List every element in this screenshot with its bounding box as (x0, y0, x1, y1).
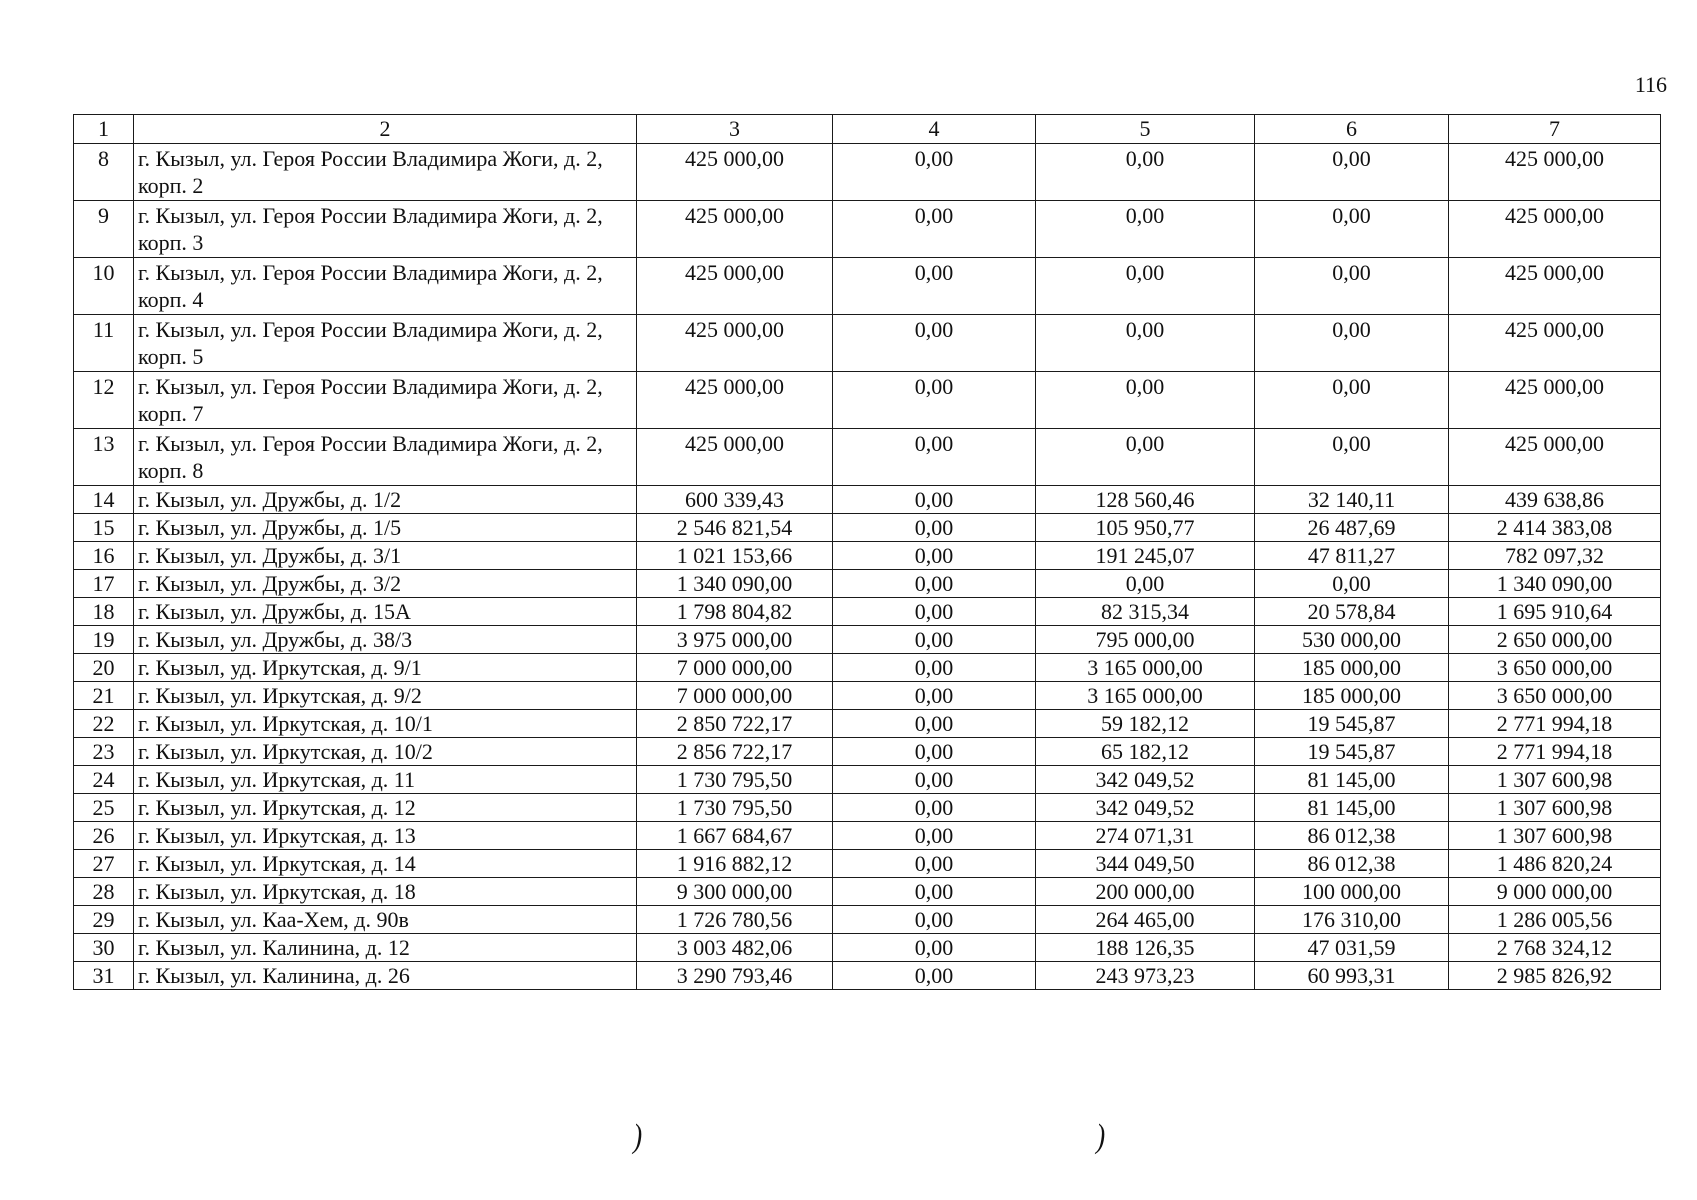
row-number-cell: 11 (74, 315, 134, 372)
address-cell: г. Кызыл, ул. Героя России Владимира Жоги, д. 2, корп. 5 (134, 315, 637, 372)
col3-cell: 7 000 000,00 (637, 654, 833, 682)
col7-cell: 425 000,00 (1449, 201, 1661, 258)
col4-cell: 0,00 (833, 429, 1036, 486)
address-cell: г. Кызыл, ул. Героя России Владимира Жоги, д. 2, корп. 8 (134, 429, 637, 486)
table-row (74, 258, 1661, 315)
col3-cell: 425 000,00 (637, 144, 833, 201)
col4-cell: 0,00 (833, 542, 1036, 570)
row-number-cell: 28 (74, 878, 134, 906)
header-cell: 7 (1449, 115, 1661, 144)
footer-mark-right: ) (1096, 1118, 1106, 1155)
table-row (74, 598, 1661, 626)
col4-cell: 0,00 (833, 372, 1036, 429)
col6-cell: 86 012,38 (1255, 850, 1449, 878)
col7-cell: 2 985 826,92 (1449, 962, 1661, 990)
col4-cell: 0,00 (833, 794, 1036, 822)
col5-cell: 191 245,07 (1036, 542, 1255, 570)
col4-cell: 0,00 (833, 906, 1036, 934)
header-cell: 1 (74, 115, 134, 144)
table-row (74, 201, 1661, 258)
col6-cell: 185 000,00 (1255, 654, 1449, 682)
col5-cell: 0,00 (1036, 144, 1255, 201)
col3-cell: 425 000,00 (637, 429, 833, 486)
col5-cell: 0,00 (1036, 258, 1255, 315)
header-cell: 3 (637, 115, 833, 144)
col5-cell: 105 950,77 (1036, 514, 1255, 542)
col6-cell: 19 545,87 (1255, 710, 1449, 738)
col4-cell: 0,00 (833, 598, 1036, 626)
table-row (74, 934, 1661, 962)
address-cell: г. Кызыл, ул. Калинина, д. 26 (134, 962, 637, 990)
col5-cell: 128 560,46 (1036, 486, 1255, 514)
address-cell: г. Кызыл, ул. Дружбы, д. 1/5 (134, 514, 637, 542)
col3-cell: 1 798 804,82 (637, 598, 833, 626)
table-row (74, 682, 1661, 710)
col4-cell: 0,00 (833, 822, 1036, 850)
col4-cell: 0,00 (833, 315, 1036, 372)
table-row (74, 429, 1661, 486)
col6-cell: 0,00 (1255, 258, 1449, 315)
col3-cell: 1 916 882,12 (637, 850, 833, 878)
table-row (74, 766, 1661, 794)
row-number-cell: 22 (74, 710, 134, 738)
col4-cell: 0,00 (833, 738, 1036, 766)
col6-cell: 0,00 (1255, 201, 1449, 258)
col4-cell: 0,00 (833, 710, 1036, 738)
address-cell: г. Кызыл, ул. Иркутская, д. 12 (134, 794, 637, 822)
col4-cell: 0,00 (833, 570, 1036, 598)
address-cell: г. Кызыл, ул. Иркутская, д. 13 (134, 822, 637, 850)
address-cell: г. Кызыл, ул. Калинина, д. 12 (134, 934, 637, 962)
col7-cell: 1 486 820,24 (1449, 850, 1661, 878)
col7-cell: 1 340 090,00 (1449, 570, 1661, 598)
table-row (74, 372, 1661, 429)
table-row (74, 315, 1661, 372)
table-row (74, 906, 1661, 934)
col5-cell: 200 000,00 (1036, 878, 1255, 906)
col4-cell: 0,00 (833, 766, 1036, 794)
address-cell: г. Кызыл, ул. Героя России Владимира Жоги, д. 2, корп. 3 (134, 201, 637, 258)
col7-cell: 425 000,00 (1449, 144, 1661, 201)
col4-cell: 0,00 (833, 962, 1036, 990)
col3-cell: 1 021 153,66 (637, 542, 833, 570)
col3-cell: 1 730 795,50 (637, 766, 833, 794)
address-cell: г. Кызыл, ул. Дружбы, д. 1/2 (134, 486, 637, 514)
col7-cell: 2 650 000,00 (1449, 626, 1661, 654)
col3-cell: 1 730 795,50 (637, 794, 833, 822)
footer-mark-left: ) (633, 1118, 643, 1155)
col6-cell: 530 000,00 (1255, 626, 1449, 654)
row-number-cell: 27 (74, 850, 134, 878)
row-number-cell: 30 (74, 934, 134, 962)
col3-cell: 7 000 000,00 (637, 682, 833, 710)
col7-cell: 1 307 600,98 (1449, 794, 1661, 822)
header-cell: 6 (1255, 115, 1449, 144)
col5-cell: 344 049,50 (1036, 850, 1255, 878)
table-row (74, 710, 1661, 738)
col7-cell: 2 768 324,12 (1449, 934, 1661, 962)
col5-cell: 342 049,52 (1036, 794, 1255, 822)
col7-cell: 1 286 005,56 (1449, 906, 1661, 934)
col3-cell: 1 340 090,00 (637, 570, 833, 598)
address-cell: г. Кызыл, ул. Иркутская, д. 14 (134, 850, 637, 878)
page-number: 116 (1634, 72, 1667, 97)
col7-cell: 1 307 600,98 (1449, 766, 1661, 794)
col3-cell: 425 000,00 (637, 258, 833, 315)
row-number-cell: 23 (74, 738, 134, 766)
table-row (74, 514, 1661, 542)
header-cell: 5 (1036, 115, 1255, 144)
table-row (74, 878, 1661, 906)
col7-cell: 425 000,00 (1449, 315, 1661, 372)
col6-cell: 32 140,11 (1255, 486, 1449, 514)
table-row (74, 794, 1661, 822)
col6-cell: 0,00 (1255, 372, 1449, 429)
col7-cell: 425 000,00 (1449, 258, 1661, 315)
table-body (74, 115, 1661, 990)
col3-cell: 425 000,00 (637, 201, 833, 258)
table-row (74, 850, 1661, 878)
address-cell: г. Кызыл, ул. Иркутская, д. 18 (134, 878, 637, 906)
header-cell: 2 (134, 115, 637, 144)
address-cell: г. Кызыл, ул. Иркутская, д. 10/1 (134, 710, 637, 738)
row-number-cell: 13 (74, 429, 134, 486)
col6-cell: 81 145,00 (1255, 794, 1449, 822)
col6-cell: 176 310,00 (1255, 906, 1449, 934)
address-cell: г. Кызыл, ул. Героя России Владимира Жоги, д. 2, корп. 7 (134, 372, 637, 429)
address-cell: г. Кызыл, ул. Дружбы, д. 3/1 (134, 542, 637, 570)
col7-cell: 782 097,32 (1449, 542, 1661, 570)
row-number-cell: 16 (74, 542, 134, 570)
row-number-cell: 17 (74, 570, 134, 598)
row-number-cell: 8 (74, 144, 134, 201)
row-number-cell: 12 (74, 372, 134, 429)
col6-cell: 47 031,59 (1255, 934, 1449, 962)
col7-cell: 3 650 000,00 (1449, 654, 1661, 682)
col3-cell: 2 856 722,17 (637, 738, 833, 766)
col4-cell: 0,00 (833, 682, 1036, 710)
row-number-cell: 26 (74, 822, 134, 850)
col6-cell: 47 811,27 (1255, 542, 1449, 570)
col5-cell: 59 182,12 (1036, 710, 1255, 738)
col3-cell: 3 290 793,46 (637, 962, 833, 990)
col6-cell: 0,00 (1255, 315, 1449, 372)
header-cell: 4 (833, 115, 1036, 144)
data-table (73, 114, 1661, 990)
col4-cell: 0,00 (833, 878, 1036, 906)
col7-cell: 2 771 994,18 (1449, 710, 1661, 738)
address-cell: г. Кызыл, ул. Каа-Хем, д. 90в (134, 906, 637, 934)
col5-cell: 0,00 (1036, 201, 1255, 258)
row-number-cell: 14 (74, 486, 134, 514)
col3-cell: 600 339,43 (637, 486, 833, 514)
row-number-cell: 25 (74, 794, 134, 822)
col3-cell: 3 003 482,06 (637, 934, 833, 962)
col5-cell: 0,00 (1036, 315, 1255, 372)
row-number-cell: 29 (74, 906, 134, 934)
col5-cell: 0,00 (1036, 372, 1255, 429)
col5-cell: 82 315,34 (1036, 598, 1255, 626)
row-number-cell: 9 (74, 201, 134, 258)
row-number-cell: 19 (74, 626, 134, 654)
col6-cell: 20 578,84 (1255, 598, 1449, 626)
table-row (74, 570, 1661, 598)
col5-cell: 264 465,00 (1036, 906, 1255, 934)
col4-cell: 0,00 (833, 258, 1036, 315)
col3-cell: 9 300 000,00 (637, 878, 833, 906)
col6-cell: 185 000,00 (1255, 682, 1449, 710)
col5-cell: 274 071,31 (1036, 822, 1255, 850)
col4-cell: 0,00 (833, 626, 1036, 654)
col3-cell: 1 726 780,56 (637, 906, 833, 934)
table-row (74, 144, 1661, 201)
table-row (74, 738, 1661, 766)
col3-cell: 425 000,00 (637, 372, 833, 429)
col3-cell: 2 850 722,17 (637, 710, 833, 738)
col4-cell: 0,00 (833, 486, 1036, 514)
col6-cell: 100 000,00 (1255, 878, 1449, 906)
col7-cell: 2 771 994,18 (1449, 738, 1661, 766)
address-cell: г. Кызыл, ул. Дружбы, д. 15А (134, 598, 637, 626)
table-row (74, 654, 1661, 682)
address-cell: г. Кызыл, ул. Иркутская, д. 11 (134, 766, 637, 794)
col5-cell: 243 973,23 (1036, 962, 1255, 990)
col6-cell: 81 145,00 (1255, 766, 1449, 794)
col5-cell: 795 000,00 (1036, 626, 1255, 654)
col4-cell: 0,00 (833, 144, 1036, 201)
col3-cell: 425 000,00 (637, 315, 833, 372)
table-row (74, 962, 1661, 990)
row-number-cell: 20 (74, 654, 134, 682)
col3-cell: 2 546 821,54 (637, 514, 833, 542)
col6-cell: 86 012,38 (1255, 822, 1449, 850)
col7-cell: 439 638,86 (1449, 486, 1661, 514)
col7-cell: 425 000,00 (1449, 372, 1661, 429)
table-row (74, 542, 1661, 570)
col6-cell: 0,00 (1255, 144, 1449, 201)
row-number-cell: 18 (74, 598, 134, 626)
row-number-cell: 21 (74, 682, 134, 710)
col6-cell: 19 545,87 (1255, 738, 1449, 766)
col7-cell: 1 307 600,98 (1449, 822, 1661, 850)
col3-cell: 1 667 684,67 (637, 822, 833, 850)
col7-cell: 425 000,00 (1449, 429, 1661, 486)
col6-cell: 0,00 (1255, 429, 1449, 486)
col5-cell: 65 182,12 (1036, 738, 1255, 766)
col5-cell: 342 049,52 (1036, 766, 1255, 794)
table-row (74, 822, 1661, 850)
address-cell: г. Кызыл, ул. Иркутская, д. 10/2 (134, 738, 637, 766)
col7-cell: 1 695 910,64 (1449, 598, 1661, 626)
col5-cell: 3 165 000,00 (1036, 654, 1255, 682)
col4-cell: 0,00 (833, 654, 1036, 682)
address-cell: г. Кызыл, ул. Героя России Владимира Жоги, д. 2, корп. 2 (134, 144, 637, 201)
col6-cell: 60 993,31 (1255, 962, 1449, 990)
address-cell: г. Кызыл, ул. Дружбы, д. 3/2 (134, 570, 637, 598)
row-number-cell: 15 (74, 514, 134, 542)
col7-cell: 2 414 383,08 (1449, 514, 1661, 542)
table-row (74, 486, 1661, 514)
col5-cell: 0,00 (1036, 429, 1255, 486)
row-number-cell: 10 (74, 258, 134, 315)
col4-cell: 0,00 (833, 514, 1036, 542)
col6-cell: 26 487,69 (1255, 514, 1449, 542)
address-cell: г. Кызыл, уд. Иркутская, д. 9/1 (134, 654, 637, 682)
address-cell: г. Кызыл, ул. Иркутская, д. 9/2 (134, 682, 637, 710)
row-number-cell: 31 (74, 962, 134, 990)
col7-cell: 3 650 000,00 (1449, 682, 1661, 710)
col7-cell: 9 000 000,00 (1449, 878, 1661, 906)
col3-cell: 3 975 000,00 (637, 626, 833, 654)
table-header-row (74, 115, 1661, 144)
col5-cell: 0,00 (1036, 570, 1255, 598)
address-cell: г. Кызыл, ул. Дружбы, д. 38/3 (134, 626, 637, 654)
col4-cell: 0,00 (833, 201, 1036, 258)
col4-cell: 0,00 (833, 934, 1036, 962)
col6-cell: 0,00 (1255, 570, 1449, 598)
col5-cell: 188 126,35 (1036, 934, 1255, 962)
table-row (74, 626, 1661, 654)
row-number-cell: 24 (74, 766, 134, 794)
address-cell: г. Кызыл, ул. Героя России Владимира Жоги, д. 2, корп. 4 (134, 258, 637, 315)
col5-cell: 3 165 000,00 (1036, 682, 1255, 710)
col4-cell: 0,00 (833, 850, 1036, 878)
